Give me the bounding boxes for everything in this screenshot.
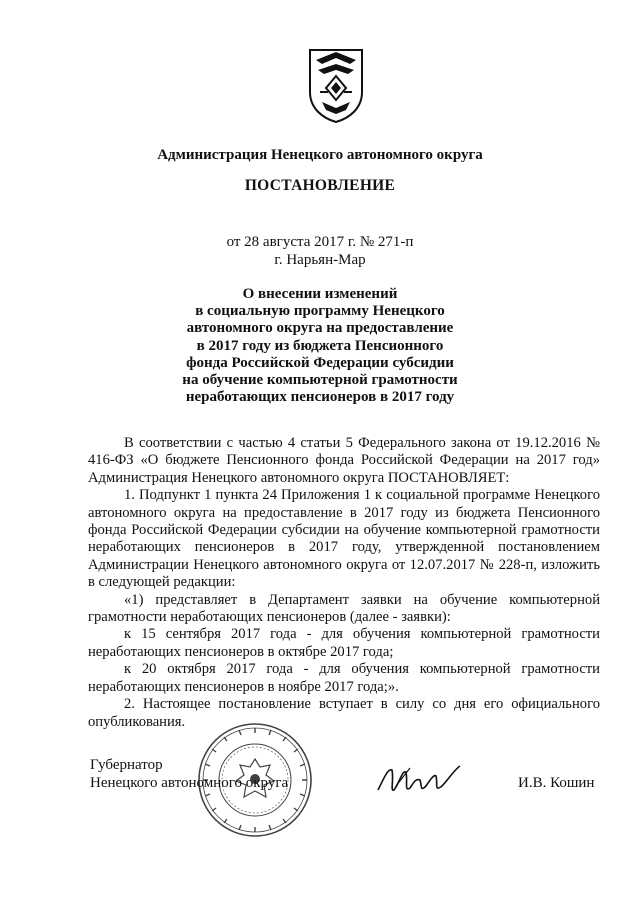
title-line: неработающих пенсионеров в 2017 году <box>185 389 455 406</box>
title-line: в социальную программу Ненецкого <box>195 303 445 320</box>
preamble-paragraph: В соответствии с частью 4 статьи 5 Федерального закона от 19.12.2016 № 416-ФЗ «О бюджете Пенсионного фонда Российской Федерации на 2017 год» Администрация Ненецкого автономного округа ПОСТАНОВЛЯЕТ: <box>88 435 600 486</box>
quote-paragraph-1: «1) представляет в Департамент заявки на обучение компьютерной грамотности неработающих пенсионеров (далее - заявки): <box>88 591 600 626</box>
handwritten-signature-icon <box>374 760 464 800</box>
title-line: автономного округа на предоставление <box>186 320 454 337</box>
document-type: ПОСТАНОВЛЕНИЕ <box>244 177 396 194</box>
item-1-paragraph: 1. Подпункт 1 пункта 24 Приложения 1 к социальной программе Ненецкого автономного округа на предоставление в 2017 году из бюджета Пенсионного фонда Российской Федерации субсидии на обучение компьютерной грамотности неработающих пенсионеров в 2017 году, утвержденной постановлением Администрации Ненецкого автономного округа от 12.07.2017 № 228-п, изложить в следующей редакции: <box>88 487 600 591</box>
document-body <box>88 435 600 731</box>
document-title <box>120 286 520 406</box>
signatory-position-line-1: Губернатор <box>90 757 163 773</box>
title-line: О внесении изменений <box>242 286 398 302</box>
quote-paragraph-3: к 20 октября 2017 года - для обучения компьютерной грамотности неработающих пенсионеров в ноябре 2017 года;». <box>88 661 600 695</box>
signatory-position-line-2: Ненецкого автономного округа <box>90 775 289 791</box>
title-line: в 2017 году из бюджета Пенсионного <box>196 337 444 354</box>
item-2-paragraph: 2. Настоящее постановление вступает в силу со дня его официального опубликования. <box>88 696 600 730</box>
quote-paragraph-2: к 15 сентября 2017 года - для обучения компьютерной грамотности неработающих пенсионеров в октябре 2017 года; <box>88 626 600 660</box>
signatory-name: И.В. Кошин <box>518 775 595 791</box>
title-line: фонда Российской Федерации субсидии <box>186 354 454 371</box>
title-line: на обучение компьютерной грамотности <box>182 372 458 389</box>
document-place: г. Нарьян-Мар <box>274 252 366 268</box>
coat-of-arms-icon <box>306 46 366 124</box>
document-date-number: от 28 августа 2017 г. № 271-п <box>226 234 414 250</box>
organization-name: Администрация Ненецкого автономного округа <box>157 147 483 163</box>
